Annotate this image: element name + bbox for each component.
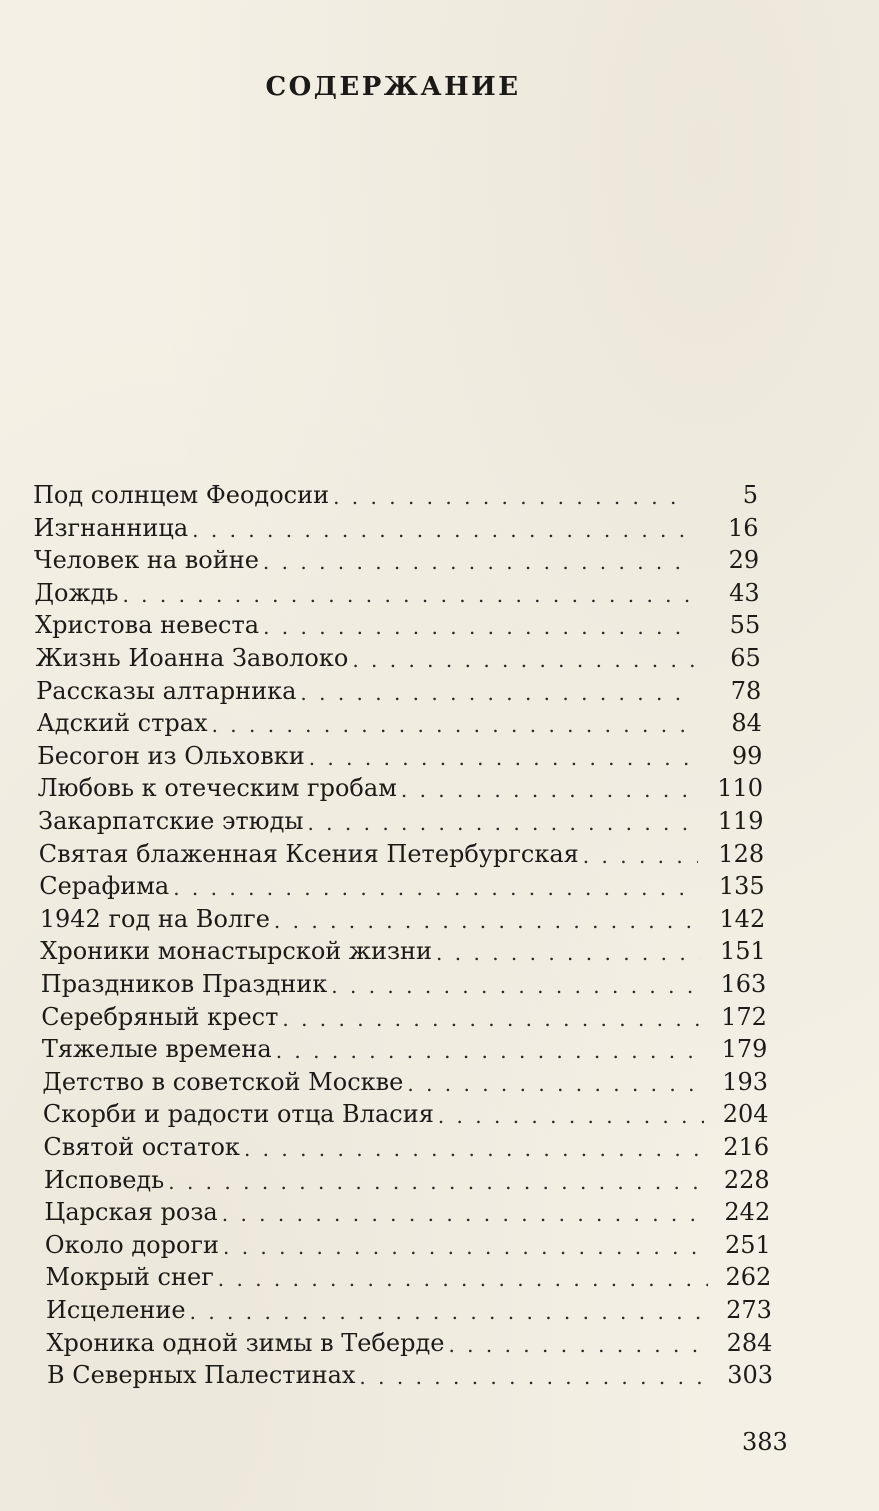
toc-entry-page-number: 65 [730,644,761,672]
toc-entry-title: Христова невеста [35,611,260,640]
toc-entry-page-number: 262 [725,1263,772,1292]
toc-entry [45,1229,707,1262]
toc-entry-title: Тяжелые времена [41,1035,272,1064]
toc-entry [41,968,701,1001]
dot-leader [331,973,701,999]
dot-leader [173,875,699,901]
toc-entry-page-number: 151 [719,937,766,966]
dot-leader [263,614,693,640]
toc-entry-title: Изгнанница [33,513,189,542]
toc-entry [43,1131,704,1164]
toc-entry-page-number: 78 [730,676,762,705]
dot-leader [282,1006,701,1032]
toc-entry [35,609,693,642]
toc-entry [42,1066,703,1099]
dot-leader [190,1299,709,1325]
toc-entry-title: Серебряный крест [41,1002,279,1031]
toc-entry-page-number: 119 [717,807,764,835]
toc-entry [36,642,694,675]
toc-entry [45,1261,707,1294]
toc-entry [39,838,698,871]
dot-leader [168,1169,705,1195]
dot-leader [300,680,694,706]
toc-entry-title: Хроники монастырской жизни [40,937,433,966]
dot-leader [218,1266,708,1292]
toc-entry-page-number: 55 [729,611,761,640]
toc-entry-page-number: 163 [720,970,767,998]
dot-leader [263,549,692,575]
dot-leader [222,1201,707,1227]
toc-entry-title: 1942 год на Волге [39,904,270,933]
toc-entry-page-number: 29 [728,546,760,575]
toc-entry-page-number: 43 [729,578,760,607]
toc-entry-title: Мокрый снег [45,1263,214,1292]
toc-entry-page-number: 303 [727,1361,773,1390]
toc-entry-title: Любовь к отеческим гробам [37,774,397,803]
toc-entry [34,544,691,577]
toc-entry-title: Закарпатские этюды [38,807,304,835]
toc-entry-title: Под солнцем Феодосии [33,481,330,509]
toc-entry-title: Дождь [34,578,119,607]
toc-entry-page-number: 16 [728,513,759,542]
toc-entry-page-number: 251 [724,1230,771,1259]
toc-entry [38,772,697,805]
toc-entry-title: Праздников Праздник [40,970,328,998]
toc-entry [39,870,699,903]
toc-entry-title: Детство в советской Москве [42,1067,404,1096]
dot-leader [448,1332,709,1358]
toc-entry [36,675,694,708]
toc-entry-page-number: 284 [726,1328,773,1357]
dot-leader [359,1364,710,1390]
toc-entry [43,1098,704,1131]
toc-entry-page-number: 204 [722,1100,769,1129]
toc-entry [41,1001,702,1034]
toc-entry-title: В Северных Палестинах [47,1361,356,1390]
dot-leader [192,517,691,543]
toc-entry-page-number: 172 [721,1002,767,1031]
toc-entry [38,805,697,838]
toc-entry-page-number: 110 [717,774,763,803]
toc-entry-title: Исцеление [45,1296,186,1324]
dot-leader [223,1234,707,1260]
toc-entry [34,512,691,545]
toc-entry-title: Серафима [39,872,170,901]
toc-entry-page-number: 5 [742,481,758,509]
toc-entry [33,479,690,512]
toc-entry-title: Скорби и радости отца Власия [42,1100,434,1129]
dot-leader [352,647,693,673]
toc-entry-title: Человек на войне [34,546,259,575]
toc-entry-page-number: 84 [731,709,762,738]
page-number: 383 [742,1428,788,1456]
toc-entry-title: Жизнь Иоанна Заволоко [35,644,349,672]
toc-entry-title: Святой остаток [43,1133,240,1161]
toc-entry-title: Хроника одной зимы в Теберде [46,1328,445,1357]
dot-leader [407,1071,703,1097]
dot-leader [276,1038,703,1064]
toc-entry-title: Рассказы алтарника [36,676,297,705]
toc-entry-page-number: 99 [731,741,763,770]
dot-leader [309,745,696,771]
toc-entry [40,935,700,968]
dot-leader [583,843,698,869]
toc-entry [44,1164,706,1197]
toc-entry [35,577,693,610]
toc-entry-page-number: 242 [724,1198,771,1227]
dot-leader [274,908,700,934]
dot-leader [307,810,697,836]
toc-entry-title: Адский страх [36,709,208,738]
toc-entry-title: Исповедь [43,1165,165,1194]
toc-entry-page-number: 128 [718,839,765,868]
dot-leader [401,777,697,803]
toc-entry [44,1196,706,1229]
dot-leader [438,1103,704,1129]
toc-entry-page-number: 179 [721,1035,768,1064]
dot-leader [333,484,690,510]
dot-leader [122,582,692,608]
toc-entry-title: Святая блаженная Ксения Петербургская [38,839,579,868]
toc-entry-title: Около дороги [44,1230,219,1259]
toc-entry [46,1294,709,1327]
toc-entry [42,1033,703,1066]
toc-entry-title: Царская роза [44,1198,218,1227]
toc-entry-page-number: 142 [719,904,766,933]
toc-entry-title: Бесогон из Ольховки [37,741,305,770]
toc-entry [37,707,696,740]
toc-entry-page-number: 135 [718,872,765,901]
toc-entry-page-number: 228 [723,1165,770,1194]
dot-leader [436,940,700,966]
toc-entry [46,1327,709,1360]
toc-entry [40,903,700,936]
toc-entry-page-number: 273 [726,1296,772,1324]
toc-entry-page-number: 216 [723,1133,770,1161]
toc-entry [37,740,696,773]
toc-entry-page-number: 193 [722,1067,768,1096]
dot-leader [212,712,696,738]
toc-entry [47,1359,710,1392]
page-title: СОДЕРЖАНИЕ [265,72,521,102]
dot-leader [244,1136,705,1162]
